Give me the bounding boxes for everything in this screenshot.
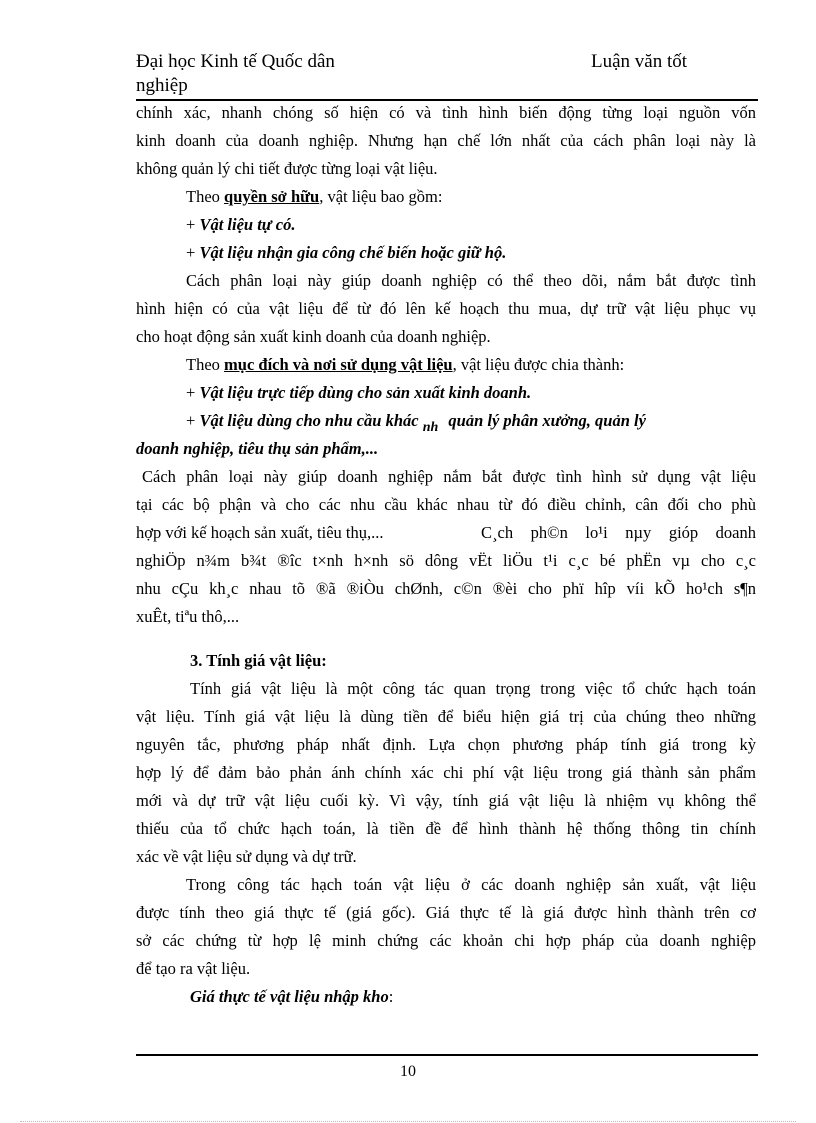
text-run: hợp với kế hoạch sản xuất, tiêu thụ,... (136, 523, 384, 542)
emphasis-text: Giá thực tế vật liệu nhập kho (190, 987, 389, 1006)
body-line: doanh nghiệp, tiêu thụ sản phẩm,... (136, 439, 379, 458)
body-line: nhu cÇu kh¸c nhau tõ ®ã ®iÒu chØnh, c©n ®èi cho phï hîp víi kÕ ho¹ch s¶n (136, 579, 756, 598)
plus-marker: + (186, 243, 200, 262)
body-line (136, 379, 756, 407)
body-line (136, 351, 756, 379)
body-line (136, 239, 756, 267)
garbled-text: C¸ch ph©n lo¹i nµy gióp doanh (481, 523, 756, 542)
subscript-text: nh (422, 420, 439, 435)
body-line: tại các bộ phận và cho các nhu cầu khác nhau từ đó điều chỉnh, cân đối cho phù (136, 495, 756, 514)
text-run: : (388, 987, 394, 1006)
emphasis-text: Vật liệu dùng cho nhu cầu khác (199, 411, 423, 430)
body-line: được tính theo giá thực tế (giá gốc). Giá thực tế là giá được hình thành trên cơ (136, 903, 756, 922)
page-number: 10 (400, 1063, 416, 1080)
body-line (136, 519, 756, 547)
body-line (136, 211, 756, 239)
body-line: Tính giá vật liệu là một công tác quan trọng trong việc tổ chức hạch toán (190, 679, 756, 698)
body-line (136, 183, 756, 211)
emphasis-text: quản lý phân xưởng, quản lý (444, 411, 646, 430)
body-line: để tạo ra vật liệu. (136, 959, 251, 978)
body-line: Trong công tác hạch toán vật liệu ở các doanh nghiệp sản xuất, vật liệu (186, 875, 756, 894)
plus-marker: + (186, 383, 200, 402)
section-heading: 3. Tính giá vật liệu: (190, 651, 327, 670)
emphasis-text: Vật liệu trực tiếp dùng cho sản xuất kinh doanh. (199, 383, 532, 402)
plus-marker: + (186, 215, 200, 234)
body-line: mới và dự trữ vật liệu cuối kỳ. Vì vậy, tính giá vật liệu là nhiệm vụ không thể (136, 791, 756, 810)
body-line: Cách phân loại này giúp doanh nghiệp có thể theo dõi, nắm bắt được tình (186, 271, 756, 290)
emphasis-text: mục đích và nơi sử dụng vật liệu (224, 355, 453, 374)
emphasis-text: quyền sở hữu (224, 187, 320, 206)
header-right: Luận văn tốt (591, 51, 688, 72)
text-run: , vật liệu được chia thành: (452, 355, 625, 374)
footer-rule (136, 1054, 758, 1056)
body-line: xác về vật liệu sử dụng và dự trữ. (136, 847, 357, 866)
body-line (136, 407, 756, 435)
body-line: Cách phân loại này giúp doanh nghiệp nắm bắt được tình hình sử dụng vật liệu (142, 467, 756, 486)
emphasis-text: Vật liệu nhận gia công chế biến hoặc giữ hộ. (199, 243, 507, 262)
text-run: Theo (186, 187, 225, 206)
body-line: không quản lý chi tiết được từng loại vật liệu. (136, 159, 438, 178)
body-line: chính xác, nhanh chóng số hiện có và tình hình biến động từng loại nguồn vốn (136, 103, 756, 122)
plus-marker: + (186, 411, 200, 430)
body-line: kinh doanh của doanh nghiệp. Nhưng hạn chế lớn nhất của cách phân loại này là (136, 131, 756, 150)
page-boundary (20, 1121, 796, 1122)
emphasis-text: Vật liệu tự có. (199, 215, 296, 234)
body-line: cho hoạt động sản xuất kinh doanh của doanh nghiệp. (136, 327, 491, 346)
body-line: hình hiện có của vật liệu để từ đó lên kế hoạch thu mua, dự trữ vật liệu phục vụ (136, 299, 756, 318)
body-line: nghiÖp n¾m b¾t ®îc t×nh h×nh sö dông vËt liÖu t¹i c¸c bé phËn vµ cho c¸c (136, 551, 756, 570)
body-line (190, 983, 810, 1011)
text-run: , vật liệu bao gồm: (319, 187, 443, 206)
body-line: nguyên tắc, phương pháp nhất định. Lựa chọn phương pháp tính giá trong kỳ (136, 735, 756, 754)
body-line: thiếu của tổ chức hạch toán, là tiền đề để hình thành hệ thống thông tin chính (136, 819, 756, 838)
header-left: Đại học Kinh tế Quốc dân nghiệp (136, 51, 335, 96)
body-line: vật liệu. Tính giá vật liệu là dùng tiền để biểu hiện giá trị của chúng theo những (136, 707, 756, 726)
body-line: sở các chứng từ hợp lệ minh chứng các khoản chi hợp pháp của doanh nghiệp (136, 931, 756, 950)
body-line: hợp lý để đảm bảo phản ánh chính xác chi phí vật liệu trong giá thành sản phẩm (136, 763, 756, 782)
text-run: Theo (186, 355, 225, 374)
body-line: xuÊt, tiªu thô,... (136, 607, 240, 626)
